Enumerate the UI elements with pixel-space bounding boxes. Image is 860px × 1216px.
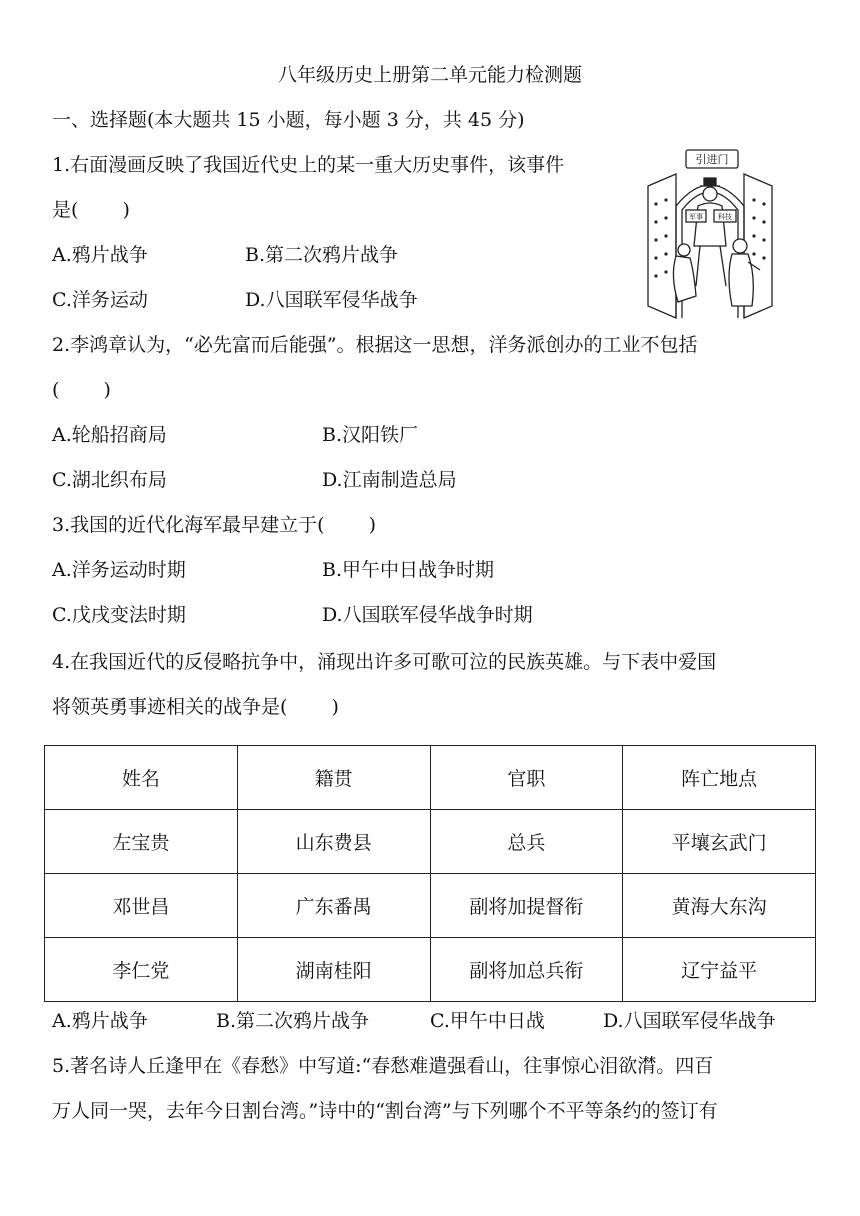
question-4-option-d: D.八国联军侵华战争 bbox=[603, 1010, 776, 1032]
table-header-cell: 阵亡地点 bbox=[623, 746, 816, 810]
question-4-option-c: C.甲午中日战 bbox=[430, 1010, 545, 1032]
question-5-stem-line-1: 5.著名诗人丘逢甲在《春愁》中写道:“春愁难遣强看山，往事惊心泪欲潸。四百 bbox=[52, 1055, 714, 1077]
tag-technology-text: 科技 bbox=[718, 213, 732, 221]
question-4-option-b: B.第二次鸦片战争 bbox=[216, 1010, 370, 1032]
table-row bbox=[45, 810, 816, 874]
question-1-option-a: A.鸦片战争 bbox=[52, 244, 148, 266]
table-cell: 李仁党 bbox=[45, 938, 238, 1002]
table-cell: 山东费县 bbox=[237, 810, 430, 874]
section-heading: 一、选择题(本大题共 15 小题，每小题 3 分，共 45 分) bbox=[52, 109, 525, 131]
table-cell: 平壤玄武门 bbox=[623, 810, 816, 874]
table-row bbox=[45, 938, 816, 1002]
table-header-cell: 姓名 bbox=[45, 746, 238, 810]
question-4-stem-line-1: 4.在我国近代的反侵略抗争中，涌现出许多可歌可泣的民族英雄。与下表中爱国 bbox=[52, 651, 717, 673]
table-header-cell: 籍贯 bbox=[237, 746, 430, 810]
question-3-option-a: A.洋务运动时期 bbox=[52, 559, 186, 581]
door-sign-text: 引进门 bbox=[695, 153, 729, 166]
question-1-option-b: B.第二次鸦片战争 bbox=[245, 244, 399, 266]
table-cell: 副将加总兵衔 bbox=[430, 938, 623, 1002]
question-2-option-d: D.江南制造总局 bbox=[322, 469, 457, 491]
question-2-option-c: C.湖北织布局 bbox=[52, 469, 167, 491]
generals-table bbox=[44, 745, 816, 1002]
question-3-option-b: B.甲午中日战争时期 bbox=[322, 559, 495, 581]
question-2-stem-line-2: ( ) bbox=[52, 379, 111, 401]
question-3-option-c: C.戊戌变法时期 bbox=[52, 604, 186, 626]
cartoon-illustration bbox=[636, 146, 784, 322]
question-3-stem: 3.我国的近代化海军最早建立于( ) bbox=[52, 514, 376, 536]
question-2-option-b: B.汉阳铁厂 bbox=[322, 424, 419, 446]
question-4-option-a: A.鸦片战争 bbox=[52, 1010, 148, 1032]
question-2-option-a: A.轮船招商局 bbox=[52, 424, 167, 446]
question-5-stem-line-2: 万人同一哭，去年今日割台湾。”诗中的“割台湾”与下列哪个不平等条约的签订有 bbox=[52, 1100, 718, 1122]
question-1-option-d: D.八国联军侵华战争 bbox=[245, 289, 418, 311]
question-1-stem-line-2: 是( ) bbox=[52, 199, 130, 221]
question-4-stem-line-2: 将领英勇事迹相关的战争是( ) bbox=[52, 696, 339, 718]
table-cell: 黄海大东沟 bbox=[623, 874, 816, 938]
table-cell: 总兵 bbox=[430, 810, 623, 874]
page-title: 八年级历史上册第二单元能力检测题 bbox=[277, 64, 582, 86]
table-header-row bbox=[45, 746, 816, 810]
question-1-stem-line-1: 1.右面漫画反映了我国近代史上的某一重大历史事件，该事件 bbox=[52, 154, 565, 176]
question-2-stem-line-1: 2.李鸿章认为，“必先富而后能强”。根据这一思想，洋务派创办的工业不包括 bbox=[52, 334, 698, 356]
table-cell: 邓世昌 bbox=[45, 874, 238, 938]
question-3-option-d: D.八国联军侵华战争时期 bbox=[322, 604, 533, 626]
tag-military-text: 军事 bbox=[689, 213, 703, 221]
table-cell: 左宝贵 bbox=[45, 810, 238, 874]
table-header-cell: 官职 bbox=[430, 746, 623, 810]
table-cell: 广东番禺 bbox=[237, 874, 430, 938]
table-row bbox=[45, 874, 816, 938]
table-cell: 辽宁益平 bbox=[623, 938, 816, 1002]
table-cell: 副将加提督衔 bbox=[430, 874, 623, 938]
table-cell: 湖南桂阳 bbox=[237, 938, 430, 1002]
question-1-option-c: C.洋务运动 bbox=[52, 289, 148, 311]
